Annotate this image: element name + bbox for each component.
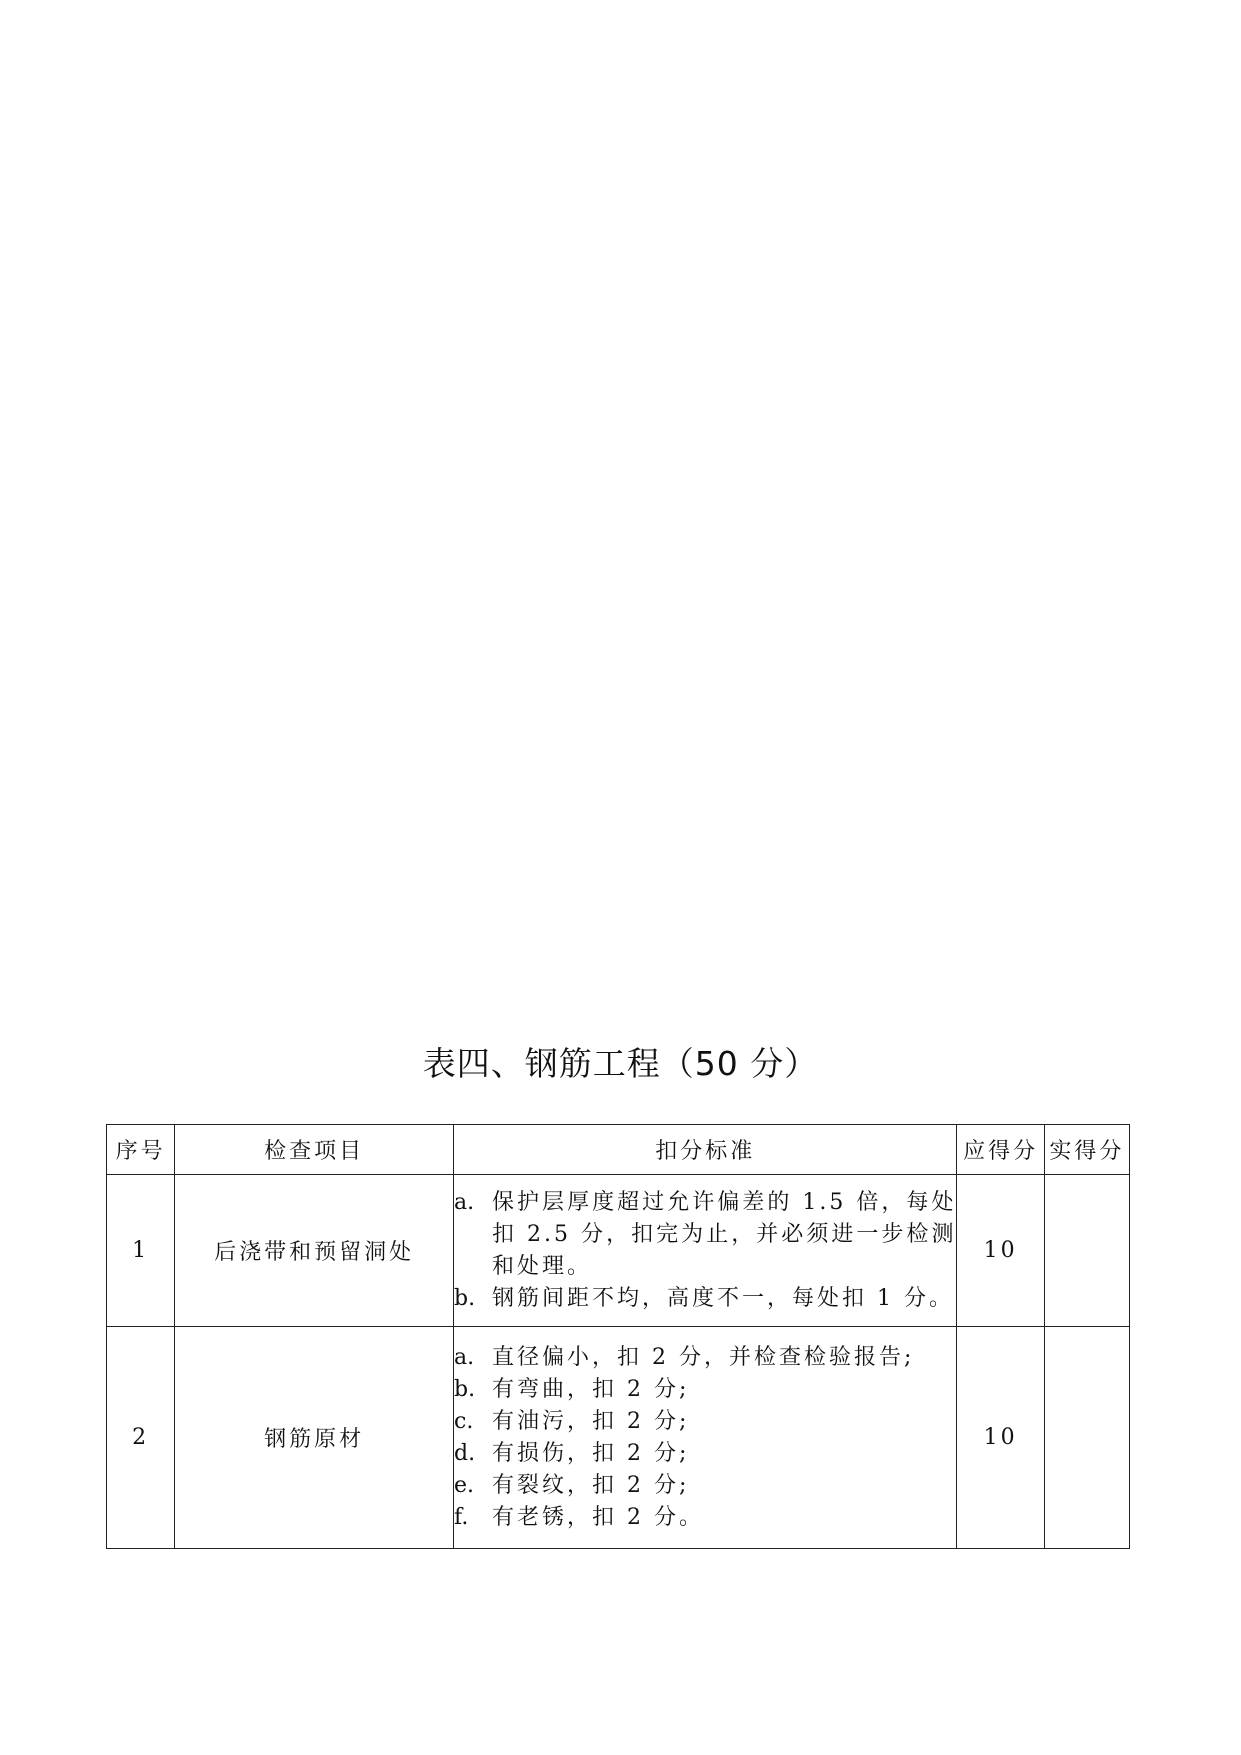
score-table <box>106 1124 1130 1549</box>
standard-text: 钢筋间距不均，高度不一，每处扣 1 分。 <box>492 1285 954 1311</box>
standard-text: 保护层厚度超过允许偏差的 1.5 倍，每处扣 2.5 分，扣完为止，并必须进一步检测和处理。 <box>492 1189 957 1279</box>
standard-letter: c. <box>454 1408 474 1434</box>
row-standards <box>454 1175 957 1327</box>
standard-text: 有油污，扣 2 分; <box>492 1408 690 1434</box>
standard-letter: a. <box>454 1344 475 1370</box>
standard-line <box>454 1187 956 1283</box>
standard-letter: b. <box>454 1376 476 1402</box>
page-title: 表四、钢筋工程（50 分） <box>422 1044 819 1083</box>
row-no: 1 <box>107 1175 175 1327</box>
table-row <box>107 1175 1130 1327</box>
row-item: 后浇带和预留洞处 <box>175 1175 454 1327</box>
standard-line <box>454 1438 956 1470</box>
standard-text: 有损伤，扣 2 分; <box>492 1440 690 1466</box>
header-item: 检查项目 <box>175 1125 454 1175</box>
standard-line <box>454 1374 956 1406</box>
standard-text: 直径偏小，扣 2 分，并检查检验报告; <box>492 1344 915 1370</box>
header-no: 序号 <box>107 1125 175 1175</box>
row-actual-score <box>1044 1175 1129 1327</box>
standard-line <box>454 1342 956 1374</box>
standard-text: 有裂纹，扣 2 分; <box>492 1472 690 1498</box>
standard-letter: e. <box>454 1472 475 1498</box>
standard-line <box>454 1470 956 1502</box>
standard-letter: a. <box>454 1189 475 1215</box>
standard-letter: d. <box>454 1440 476 1466</box>
header-standard: 扣分标准 <box>454 1125 957 1175</box>
standard-line <box>454 1502 956 1534</box>
standard-line <box>454 1406 956 1438</box>
table-header-row <box>107 1125 1130 1175</box>
standard-letter: f. <box>454 1504 469 1530</box>
row-should-score: 10 <box>957 1327 1044 1549</box>
row-standards <box>454 1327 957 1549</box>
standard-letter: b. <box>454 1285 476 1311</box>
row-no: 2 <box>107 1327 175 1549</box>
header-actual-score: 实得分 <box>1044 1125 1129 1175</box>
row-actual-score <box>1044 1327 1129 1549</box>
standard-text: 有老锈，扣 2 分。 <box>492 1504 704 1530</box>
row-should-score: 10 <box>957 1175 1044 1327</box>
header-should-score: 应得分 <box>957 1125 1044 1175</box>
table-row <box>107 1327 1130 1549</box>
standard-text: 有弯曲，扣 2 分; <box>492 1376 690 1402</box>
standard-line <box>454 1283 956 1315</box>
row-item: 钢筋原材 <box>175 1327 454 1549</box>
